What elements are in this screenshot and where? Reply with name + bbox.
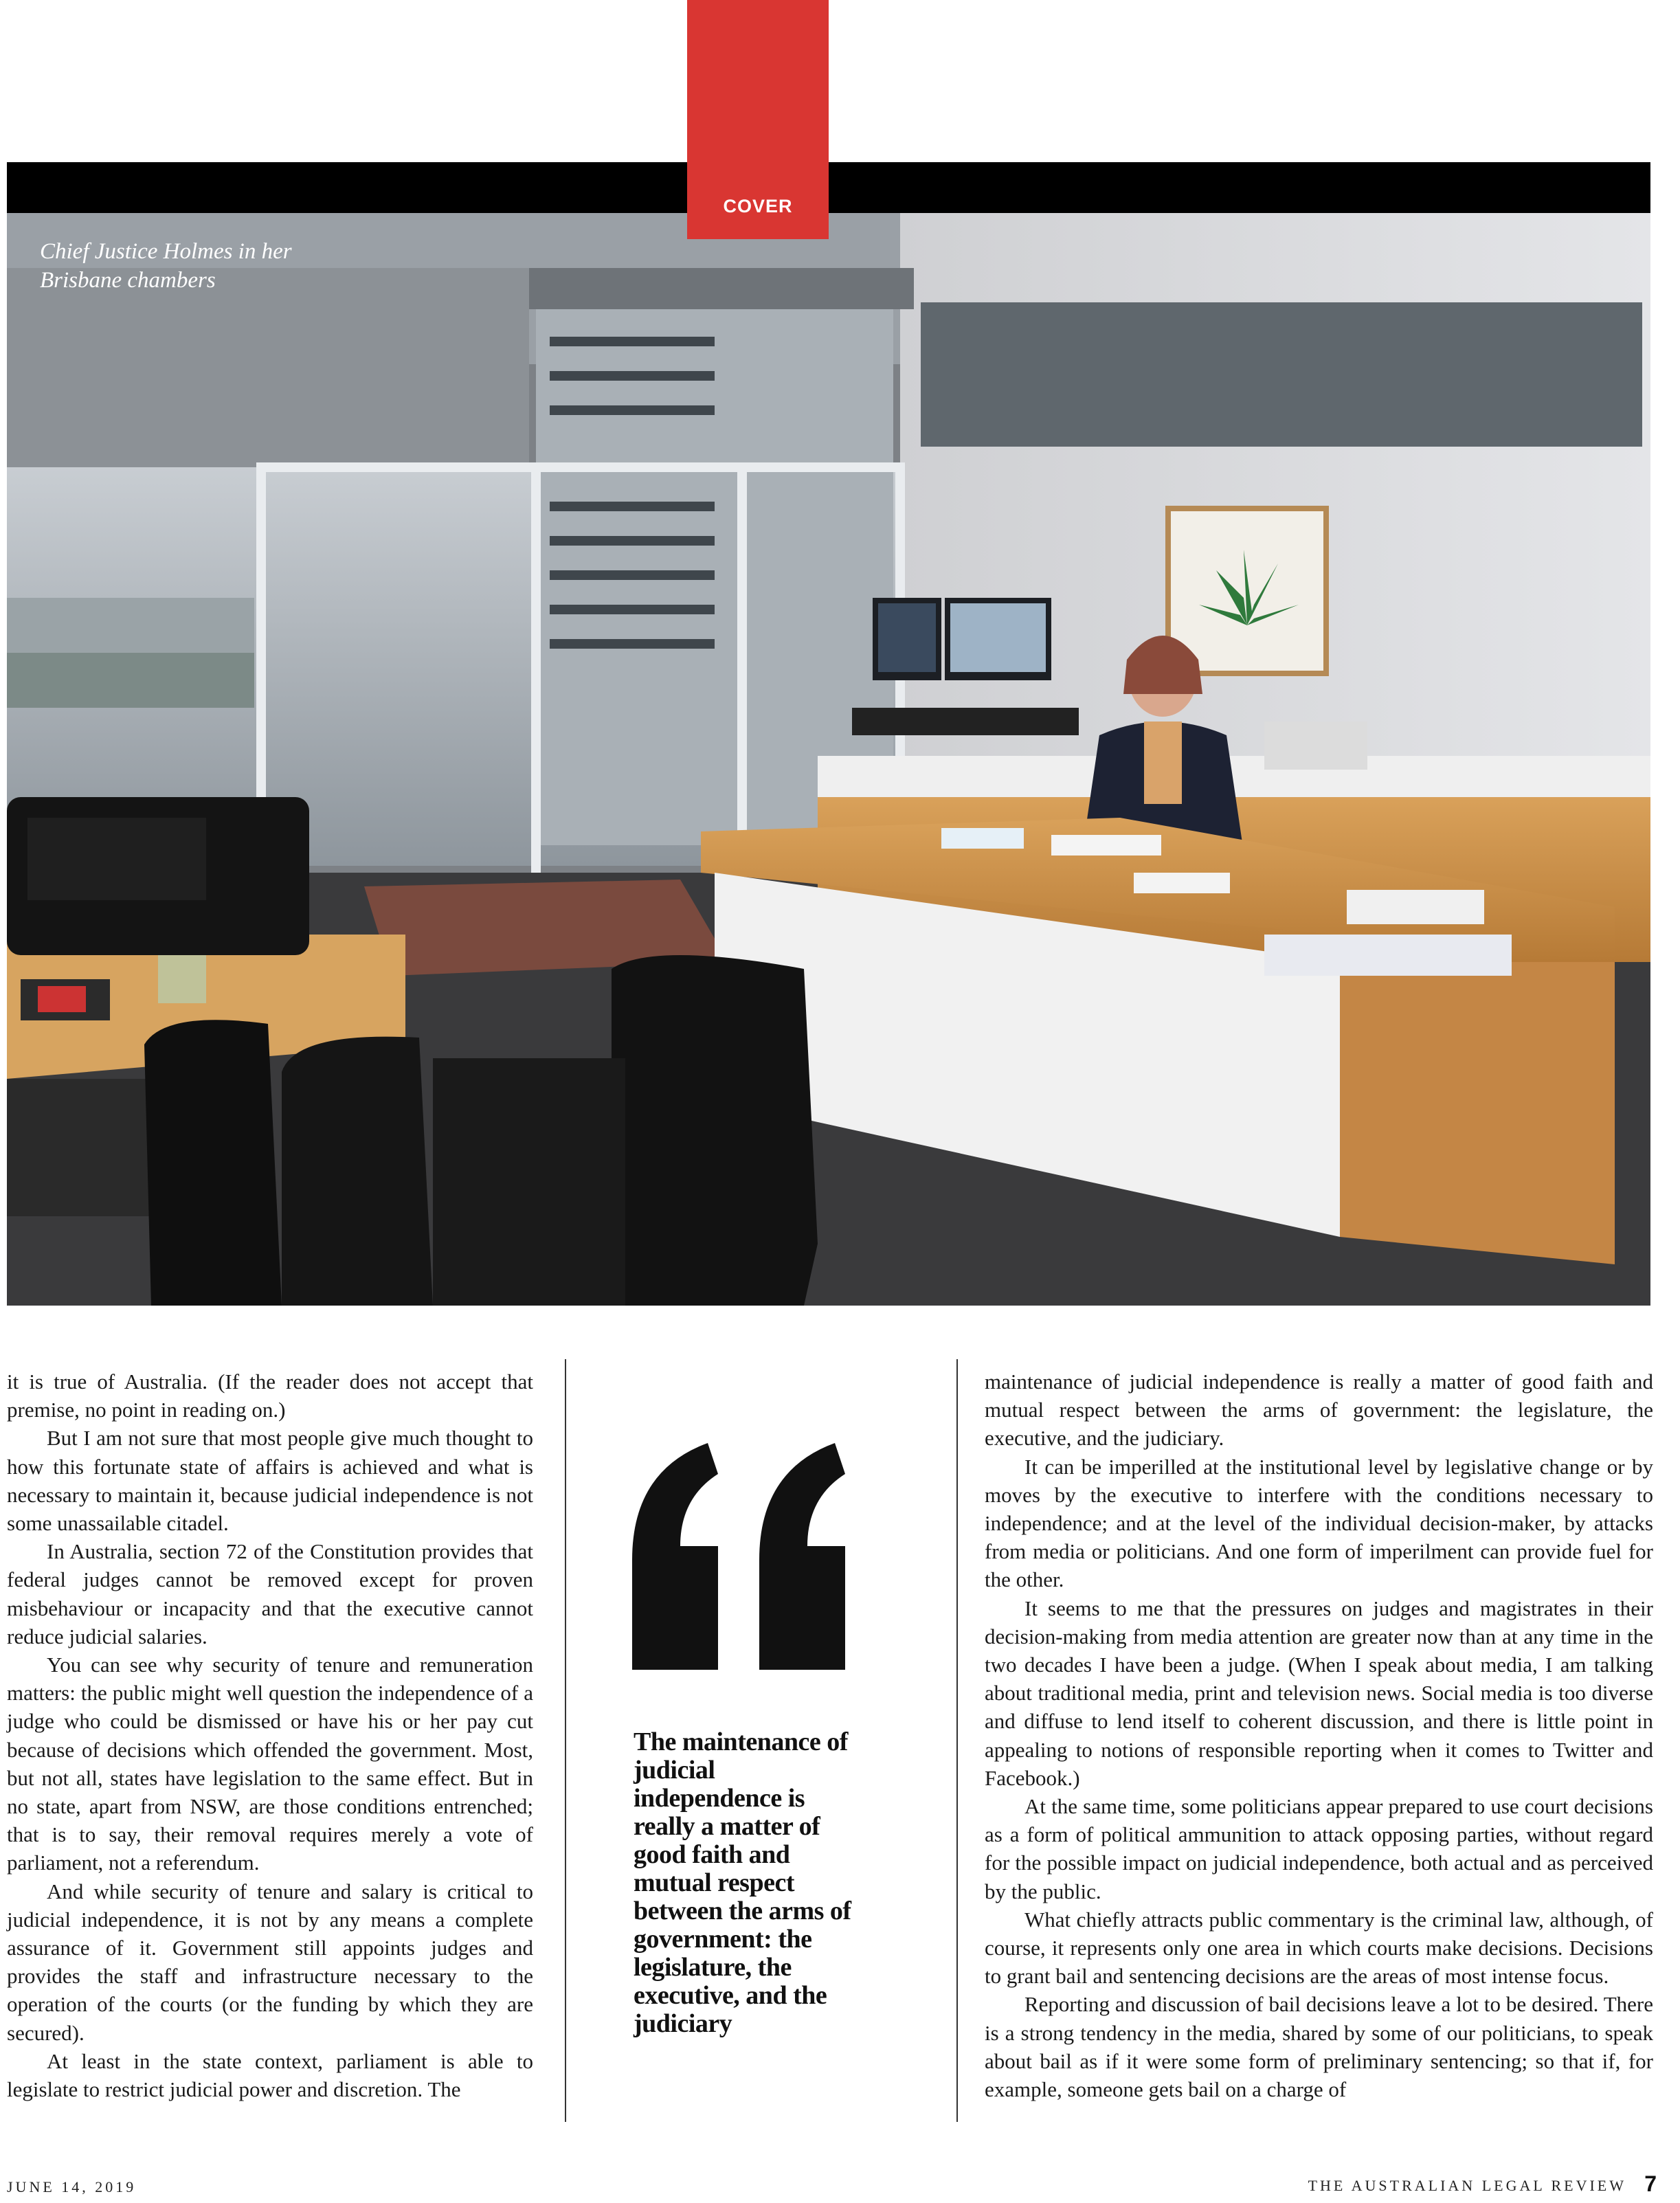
publication-name: THE AUSTRALIAN LEGAL REVIEW xyxy=(1308,2177,1626,2194)
paragraph: At the same time, some politicians appear prepared to use court decisions as a form of political ammunition to attack opposing parties, without regard for the possible impact on judicial independence, both actual and as perceived by the public. xyxy=(985,1794,1653,1903)
paragraph: You can see why security of tenure and remuneration matters: the public might well question the independence of a judge who could be dismissed or have his or her pay cut because of decisions which offended the government. Most, but not all, states have legislation to the same effect. But in no state, apart from NSW, are those conditions entrenched; that is to say, their removal requires merely a vote of parliament, not a referendum. xyxy=(7,1653,533,1875)
page-number: 7 xyxy=(1644,2171,1657,2196)
section-tab xyxy=(687,0,829,239)
pull-quote: The maintenance of judicial independence is really a matter of good faith and mutual respect between the arms of government: the legislature, the executive, and the judiciary xyxy=(634,1727,851,2038)
paragraph: maintenance of judicial independence is really a matter of good faith and mutual respect between the arms of government: the legislature, the executive, and the judiciary. xyxy=(985,1369,1653,1451)
paragraph: In Australia, section 72 of the Constitution provides that federal judges cannot be removed except for proven misbehaviour or incapacity and that the executive cannot reduce judicial salaries. xyxy=(7,1539,533,1648)
paragraph: At least in the state context, parliament is able to legislate to restrict judicial power and discretion. The xyxy=(7,2048,533,2102)
paragraph: But I am not sure that most people give much thought to how this fortunate state of affairs is achieved and what is necessary to maintain it, because judicial independence is not some unassailable citadel. xyxy=(7,1426,533,1536)
paragraph: And while security of tenure and salary is critical to judicial independence, it is not by any means a complete assurance of it. Government still appoints judges and provides the staff and infrastructure necessary to the operation of the courts (or the funding by which they are secured). xyxy=(7,1879,533,2045)
article-left-column xyxy=(7,1367,533,2103)
section-label: COVER xyxy=(723,196,793,216)
header-band xyxy=(7,162,1650,213)
paragraph: Reporting and discussion of bail decisions leave a lot to be desired. There is a strong tendency in the media, shared by some of our politicians, to speak about bail as if it were some form of preliminary sentencing; so that if, for example, someone gets bail on a charge of xyxy=(985,1992,1653,2102)
paragraph: It seems to me that the pressures on judges and magistrates in their decision-making from media attention are greater now than at any time in the two decades I have been a judge. (When I speak about media, I am talking about traditional media, print and television news. Social media is too diverse and diffuse to lend itself to coherent discussion, and there is little point in appealing to notions of responsible reporting when it comes to Twitter and Facebook.) xyxy=(985,1596,1653,1790)
paragraph: What chiefly attracts public commentary is the criminal law, although, of course, it represents only one area in which courts make decisions. Decisions to grant bail and sentencing decisions are the areas of most intense focus. xyxy=(985,1907,1653,1989)
photo-caption: Chief Justice Holmes in her Brisbane chambers xyxy=(40,239,292,293)
paragraph: It can be imperilled at the institutional level by legislative change or by moves by the executive to interfere with the conditions necessary to independence; and at the level of the individual decision-maker, by attacks from media or politicians. And one form of imperilment can provide fuel for the other. xyxy=(985,1454,1653,1592)
paragraph: it is true of Australia. (If the reader does not accept that premise, no point in reading on.) xyxy=(7,1369,533,1422)
issue-date: JUNE 14, 2019 xyxy=(7,2178,137,2195)
article-right-column xyxy=(985,1367,1653,2103)
column-divider xyxy=(956,1359,958,2122)
cover-photo xyxy=(7,213,1650,1306)
column-divider xyxy=(565,1359,566,2122)
quote-mark-icon xyxy=(632,1443,852,1673)
